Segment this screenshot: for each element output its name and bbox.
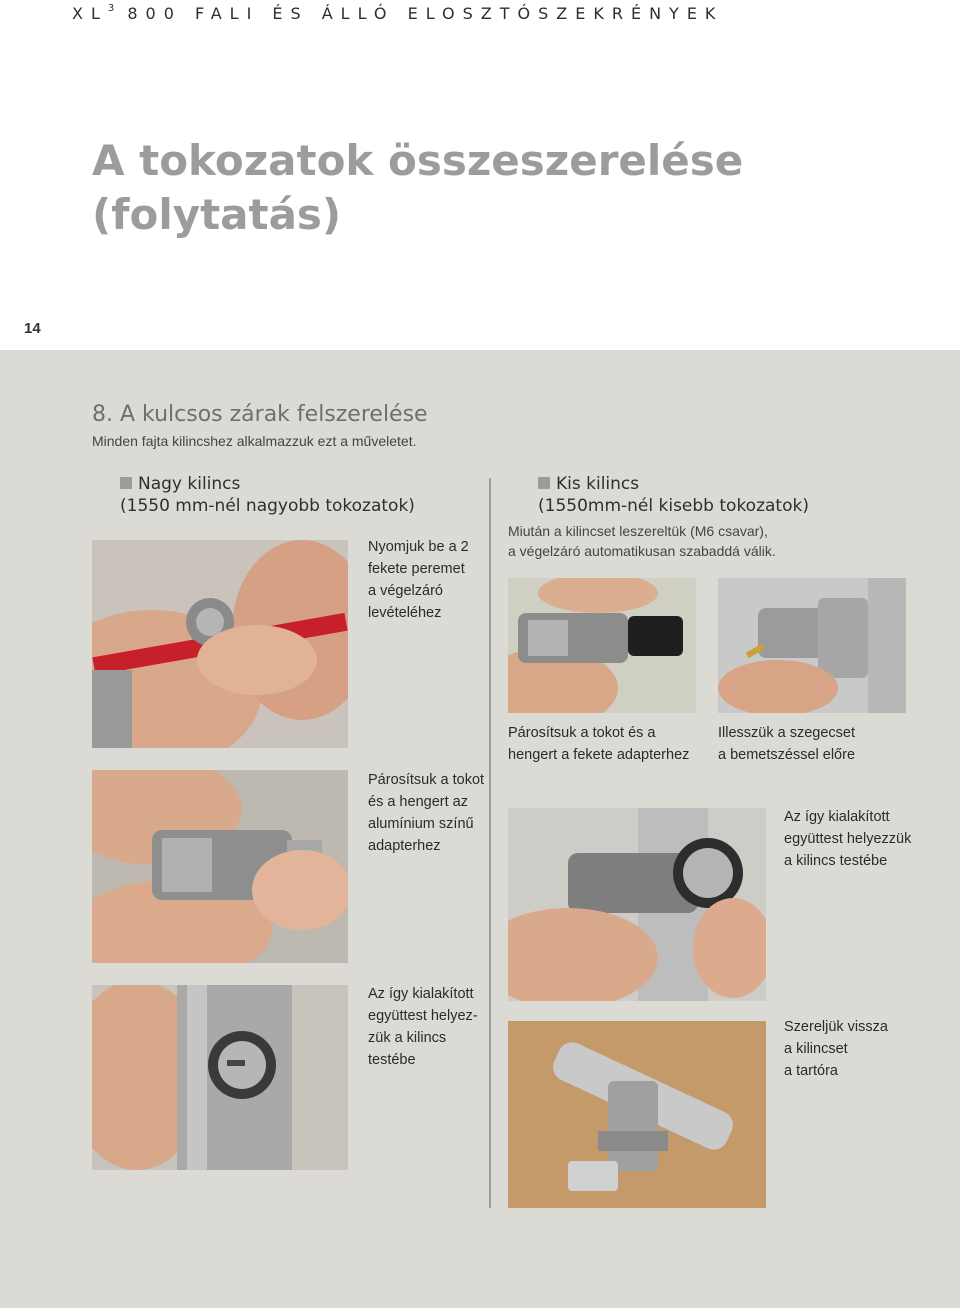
photo-black-adapter bbox=[508, 578, 696, 713]
caption-line: Az így kialakított bbox=[784, 809, 890, 825]
caption-line: 3 bbox=[107, 2, 115, 14]
section-subtitle: Minden fajta kilincshez alkalmazzuk ezt a műveletet. bbox=[92, 433, 417, 449]
caption-line: Párosítsuk a tokot és a bbox=[508, 725, 656, 741]
square-bullet-icon bbox=[120, 477, 132, 489]
photo-aluminium-adapter bbox=[92, 770, 348, 963]
document-header bbox=[72, 4, 723, 23]
page-number: 14 bbox=[24, 320, 41, 337]
section-title: 8. A kulcsos zárak felszerelése bbox=[92, 402, 428, 427]
photo-rivet bbox=[718, 578, 906, 713]
caption-line: zük a kilincs bbox=[368, 1030, 447, 1046]
caption-line: A tokozatok összeszerelése bbox=[92, 136, 744, 185]
photo-insert-handle bbox=[92, 985, 348, 1170]
caption-line: a kilincs testébe bbox=[784, 853, 888, 869]
caption-line: Miután a kilincset leszereltük (M6 csavar), bbox=[508, 523, 768, 539]
caption-line: Nagy kilincs bbox=[138, 474, 241, 494]
column-divider bbox=[489, 478, 491, 1208]
left-caption-2 bbox=[368, 769, 484, 857]
caption-line: 800 FALI ÉS ÁLLÓ ELOSZTÓSZEKRÉNYEK bbox=[127, 4, 724, 23]
right-caption-3 bbox=[784, 806, 911, 872]
caption-line: a tartóra bbox=[784, 1063, 838, 1079]
caption-line: adapterhez bbox=[368, 838, 441, 854]
left-caption-3 bbox=[368, 983, 478, 1071]
caption-line: fekete peremet bbox=[368, 561, 465, 577]
caption-line: (1550 mm-nél nagyobb tokozatok) bbox=[120, 496, 415, 516]
right-heading bbox=[538, 473, 809, 517]
caption-line: a bemetszéssel előre bbox=[718, 747, 856, 763]
left-caption-1 bbox=[368, 536, 469, 624]
photo-press-rings bbox=[92, 540, 348, 748]
right-caption-4 bbox=[784, 1016, 888, 1082]
caption-line: levételéhez bbox=[368, 605, 442, 621]
caption-line: testébe bbox=[368, 1052, 416, 1068]
photo-insert-small-handle bbox=[508, 808, 766, 1001]
right-description bbox=[508, 521, 776, 561]
square-bullet-icon bbox=[538, 477, 550, 489]
caption-line: a végelzáró bbox=[368, 583, 443, 599]
right-caption-1 bbox=[508, 722, 689, 766]
left-heading bbox=[120, 473, 415, 517]
caption-line: alumínium színű bbox=[368, 816, 474, 832]
caption-line: hengert a fekete adapterhez bbox=[508, 747, 690, 763]
caption-line: Párosítsuk a tokot bbox=[368, 772, 485, 788]
caption-line: együttest helyezzük bbox=[784, 831, 912, 847]
caption-line: (1550mm-nél kisebb tokozatok) bbox=[538, 496, 809, 516]
caption-line: a végelzáró automatikusan szabaddá válik. bbox=[508, 543, 776, 559]
caption-line: (folytatás) bbox=[92, 190, 342, 239]
photo-mounted-handle bbox=[508, 1021, 766, 1208]
caption-line: Kis kilincs bbox=[556, 474, 640, 494]
caption-line: és a hengert az bbox=[368, 794, 468, 810]
caption-line: Szereljük vissza bbox=[784, 1019, 888, 1035]
right-caption-2 bbox=[718, 722, 855, 766]
caption-line: együttest helyez- bbox=[368, 1008, 478, 1024]
caption-line: Illesszük a szegecset bbox=[718, 725, 856, 741]
caption-line: Az így kialakított bbox=[368, 986, 474, 1002]
caption-line: XL bbox=[72, 4, 108, 23]
caption-line: Nyomjuk be a 2 bbox=[368, 539, 469, 555]
page-title bbox=[92, 134, 852, 242]
caption-line: a kilincset bbox=[784, 1041, 848, 1057]
